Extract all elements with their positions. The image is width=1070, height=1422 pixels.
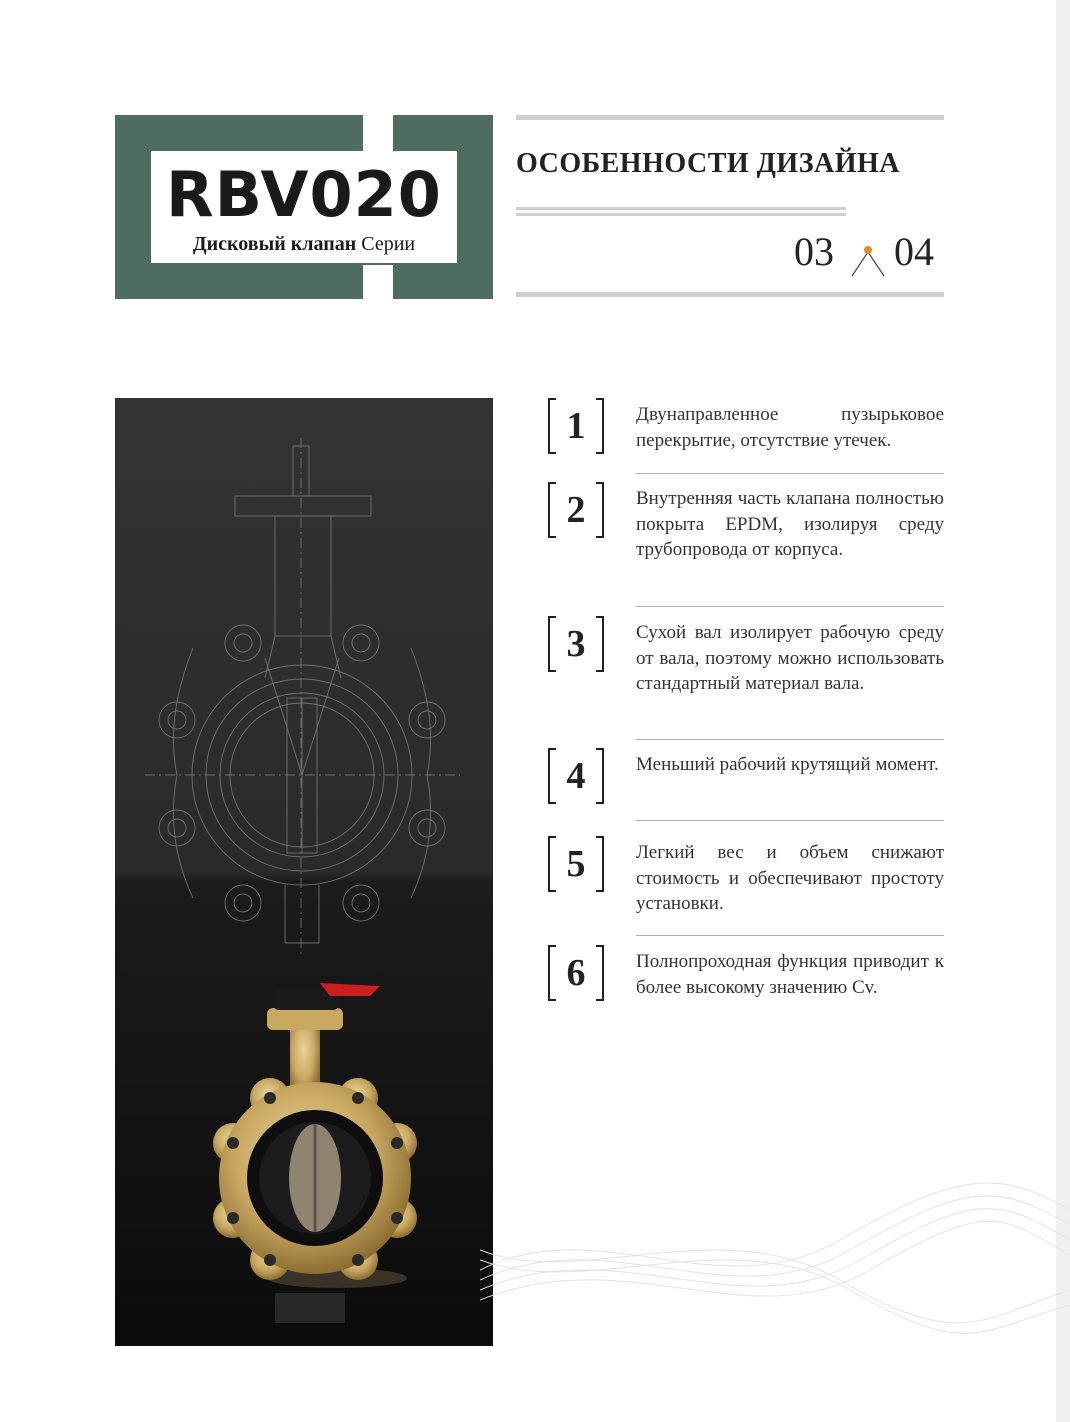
page-title: ОСОБЕННОСТИ ДИЗАЙНА [516,148,900,179]
brand-gap-top [363,115,393,151]
header-bottom-rule [516,292,944,297]
header-mid-rule-1 [516,207,846,210]
brand-gap-bottom [363,265,393,299]
feature-text: Двунаправленное пузырьковое перекрытие, отсутствие утечек. [636,404,944,451]
page-number-right: 04 [894,229,934,274]
feature-text: Внутренняя часть клапана полностью покрыта EPDM, изолируя среду трубопровода от корпуса. [636,488,944,560]
feature-number: 2 [566,489,586,531]
page-numbers [794,228,944,278]
feature-number-box [548,616,604,672]
feature-text: Полнопроходная функция приводит к более высокому значению Cv. [636,951,944,998]
brand-label [151,151,457,263]
feature-number: 6 [566,952,586,994]
feature-divider [636,606,944,607]
subtitle-bold: Дисковый клапан [192,233,357,255]
product-photo [115,398,493,1346]
page-divider-icon [848,242,888,278]
header-mid-rule-2 [516,213,846,216]
feature-number-box [548,836,604,892]
subtitle-regular: Серии [361,233,416,255]
product-code: RBV020 [166,158,442,231]
feature-number: 4 [566,755,586,797]
feature-number-box [548,748,604,804]
feature-divider [636,473,944,474]
header-top-rule [516,115,944,120]
feature-text: Легкий вес и объем снижают стоимость и обеспечивают простоту установки. [636,842,944,914]
feature-number-box [548,945,604,1001]
feature-number: 5 [566,843,586,885]
valve-illustration [115,398,493,1346]
feature-divider [636,820,944,821]
brand-block [115,115,493,299]
feature-number-box [548,482,604,538]
feature-divider [636,935,944,936]
feature-number: 3 [566,623,586,665]
product-subtitle [151,233,457,255]
page-number-left: 03 [794,229,834,274]
feature-text: Сухой вал изолирует рабочую среду от вала, поэтому можно использовать стандартный материал вала. [636,622,944,694]
decorative-waves [480,1090,1070,1390]
feature-text: Меньший рабочий крутящий момент. [636,754,939,775]
feature-number: 1 [566,405,586,447]
feature-number-box [548,398,604,454]
feature-divider [636,739,944,740]
